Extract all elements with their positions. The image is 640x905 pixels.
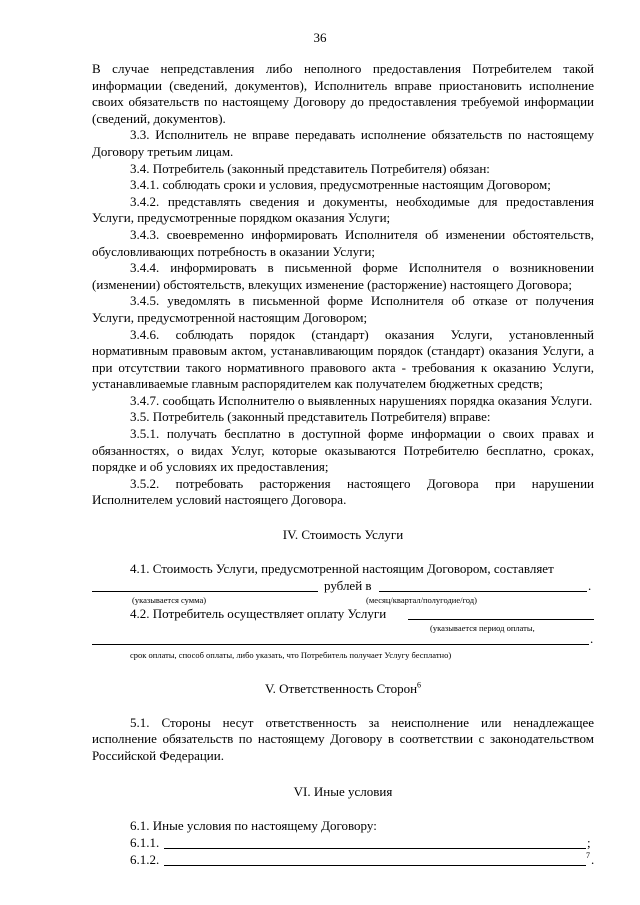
paragraph-3-4-7: 3.4.7. сообщать Исполнителю о выявленных нарушениях порядка оказания Услуги. xyxy=(130,392,593,408)
paragraph-3-5-1: 3.5.1. получать бесплатно в доступной форме информации о своих правах и обязанностях, о видах Услуг, которые оказываются Потребителю бесплатно, сроках, порядке и об условиях их предоставления; xyxy=(92,426,594,475)
section-5-heading xyxy=(92,681,594,697)
paragraph-4-2: 4.2. Потребитель осуществляет оплату Услуги xyxy=(130,605,387,621)
payment-caption-rest-row xyxy=(92,650,594,661)
cost-fill-row xyxy=(92,578,594,595)
paragraph-3-4-4: 3.4.4. информировать в письменной форме Исполнителя о возникновении (изменении) обстоятельств, влекущих изменение (расторжение) настоящего Договора; xyxy=(92,260,594,292)
footnote-6-marker: 6 xyxy=(417,680,422,690)
caption-period: (месяц/квартал/полугодие/год) xyxy=(366,594,477,605)
paragraph-6-1: 6.1. Иные условия по настоящему Договору: xyxy=(130,818,377,834)
item-6-1-2-label: 6.1.2. xyxy=(130,852,160,867)
caption-payment-period: (указывается период оплаты, xyxy=(430,622,535,633)
item-6-1-2-blank-line xyxy=(164,865,586,866)
section-6-heading: VI. Иные условия xyxy=(293,784,393,800)
payment-line-end: . xyxy=(590,630,594,646)
sum-blank-line xyxy=(92,591,318,592)
document-body xyxy=(92,61,594,869)
paragraph-3-5: 3.5. Потребитель (законный представитель Потребителя) вправе: xyxy=(130,409,491,425)
item-6-1-1-blank-line xyxy=(164,848,586,849)
paragraph-3-3: 3.3. Исполнитель не вправе передавать исполнение обязательств по настоящему Договору третьим лицам. xyxy=(92,127,594,159)
paragraph-3-4-2: 3.4.2. представлять сведения и документы, необходимые для предоставления Услуги, предусмотренные порядком оказания Услуги; xyxy=(92,193,594,226)
item-6-1-2-row xyxy=(92,852,594,869)
paragraph-info-continuation: В случае непредставления либо неполного предоставления Потребителем такой информации (сведений, документов), Исполнитель вправе приостановить исполнение своих обязательств по настоящему Договору до предоставления требуемой информации (сведений, документов). xyxy=(92,61,594,126)
item-6-1-1-row xyxy=(92,835,594,852)
page-number: 36 xyxy=(313,30,327,45)
payment-full-line-row xyxy=(92,630,594,650)
period-blank-line xyxy=(379,591,587,592)
item-6-1-1-label: 6.1.1. xyxy=(130,835,160,850)
item-6-1-1-end: ; xyxy=(587,835,591,850)
payment-row xyxy=(92,606,594,623)
paragraph-3-5-2: 3.5.2. потребовать расторжения настоящего Договора при нарушении Исполнителем условий настоящего Договора. xyxy=(92,475,594,508)
caption-payment-rest: срок оплаты, способ оплаты, либо указать, что Потребитель получает Услугу бесплатно) xyxy=(130,649,452,660)
paragraph-4-1: 4.1. Стоимость Услуги, предусмотренной настоящим Договором, составляет xyxy=(130,561,554,577)
payment-period-blank-line xyxy=(408,619,594,620)
paragraph-3-4-1: 3.4.1. соблюдать сроки и условия, предусмотренные настоящим Договором; xyxy=(130,177,551,193)
section-4-heading: IV. Стоимость Услуги xyxy=(282,527,404,543)
paragraph-3-4-5: 3.4.5. уведомлять в письменной форме Исполнителя об отказе от получения Услуги, предусмотренной настоящим Договором; xyxy=(92,293,594,325)
paragraph-3-4-6: 3.4.6. соблюдать порядок (стандарт) оказания Услуги, установленный нормативным правовым актом, устанавливающим порядок (стандарт) оказания Услуги, а при отсутствии такого нормативного правового акта - требования к оказанию Услуги, устанавливаемые главным распорядителем как получателем бюджетных средств; xyxy=(92,326,594,392)
cost-captions xyxy=(92,595,594,606)
footnote-7-marker: 7 xyxy=(586,851,590,860)
paragraph-3-4-3: 3.4.3. своевременно информировать Исполнителя об изменении обстоятельств, обусловливающих потребность в оказании Услуги; xyxy=(92,226,594,259)
period-end-mark: . xyxy=(588,577,592,593)
payment-caption-row xyxy=(92,623,594,634)
section-5-heading-text: V. Ответственность Сторон xyxy=(264,680,418,696)
caption-sum: (указывается сумма) xyxy=(132,594,207,605)
paragraph-5-1: 5.1. Стороны несут ответственность за неисполнение или ненадлежащее исполнение обязательств по настоящему Договору в соответствии с законодательством Российской Федерации. xyxy=(92,714,594,763)
rubles-in-label: рублей в xyxy=(324,577,372,593)
paragraph-3-4: 3.4. Потребитель (законный представитель Потребителя) обязан: xyxy=(130,160,490,176)
item-6-1-2-end: . xyxy=(591,852,595,867)
payment-terms-blank-line xyxy=(92,644,589,645)
